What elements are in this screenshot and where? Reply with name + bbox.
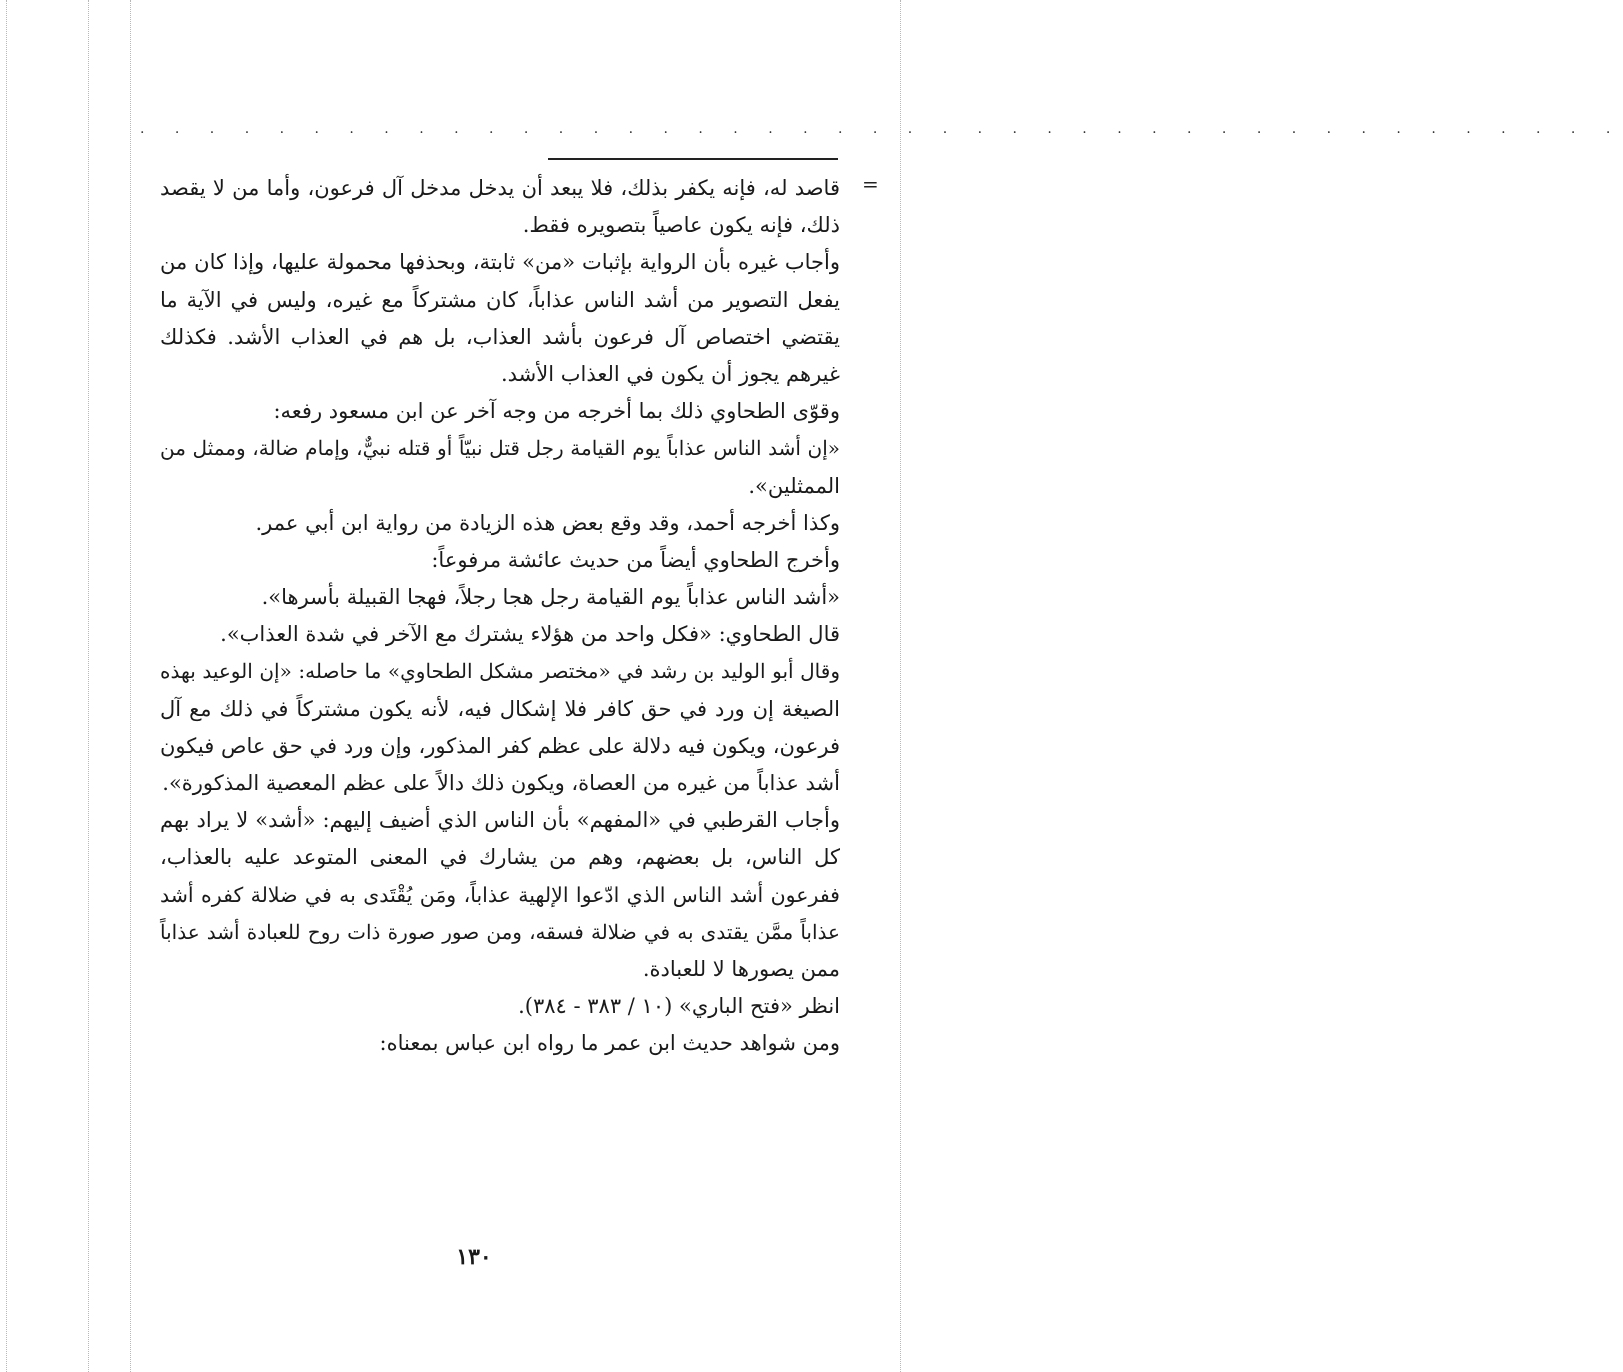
scan-artifact-line xyxy=(88,0,89,1372)
page-number: ١٣٠ xyxy=(456,1244,492,1270)
text-line: «إن أشد الناس عذاباً يوم القيامة رجل قتل نبيّاً أو قتله نبيٌّ، وإمام ضالة، وممثل من xyxy=(160,436,840,461)
text-line: ففرعون أشد الناس الذي ادّعوا الإلهية عذاباً، ومَن يُقْتَدى به في ضلالة كفره أشد xyxy=(160,882,840,907)
text-line: غيرهم يجوز أن يكون في العذاب الأشد. xyxy=(500,361,840,386)
continuation-mark: = xyxy=(862,172,879,196)
text-line: وأجاب القرطبي في «المفهم» بأن الناس الذي أضيف إليهم: «أشد» لا يراد بهم xyxy=(160,808,840,833)
text-line: يقتضي اختصاص آل فرعون بأشد العذاب، بل هم في العذاب الأشد. فكذلك xyxy=(160,324,840,349)
text-line: الممثلين». xyxy=(748,473,840,498)
scan-artifact-line xyxy=(900,0,901,1372)
text-line: وأخرج الطحاوي أيضاً من حديث عائشة مرفوعاً: xyxy=(431,547,840,572)
text-line: ذلك، فإنه يكون عاصياً بتصويره فقط. xyxy=(522,213,840,238)
text-line: ممن يصورها لا للعبادة. xyxy=(642,956,840,981)
text-line: قاصد له، فإنه يكفر بذلك، فلا يبعد أن يدخل مدخل آل فرعون، وأما من لا يقصد xyxy=(160,176,840,200)
footnote-divider xyxy=(548,158,838,160)
scan-artifact-line xyxy=(130,0,131,1372)
scan-artifact-line xyxy=(6,0,7,1372)
text-line: ومن شواهد حديث ابن عمر ما رواه ابن عباس بمعناه: xyxy=(379,1031,840,1056)
text-line: الصيغة إن ورد في حق كافر فلا إشكال فيه، لأنه يكون مشتركاً في ذلك مع آل xyxy=(160,696,840,721)
text-line: فرعون، ويكون فيه دلالة على عظم كفر المذكور، وإن ورد في حق عاص فيكون xyxy=(160,733,840,758)
text-line: وقال أبو الوليد بن رشد في «مختصر مشكل الطحاوي» ما حاصله: «إن الوعيد بهذه xyxy=(160,659,840,684)
text-line: أشد عذاباً من غيره من العصاة، ويكون ذلك دالاً على عظم المعصية المذكورة». xyxy=(162,771,840,795)
text-line: عذاباً ممَّن يقتدى به في ضلالة فسقه، ومن صور صورة ذات روح للعبادة أشد عذاباً xyxy=(160,919,840,944)
footnote-text xyxy=(160,170,840,1063)
dotted-separator: . . . . . . . . . . . . . . . . . . . . . . . . . . . . . . . . . . . . . . . . . . . xyxy=(140,121,1623,137)
text-line: انظر «فتح الباري» (١٠ / ٣٨٣ - ٣٨٤). xyxy=(518,994,840,1019)
text-line: «أشد الناس عذاباً يوم القيامة رجل هجا رجلاً، فهجا القبيلة بأسرها». xyxy=(261,585,840,610)
text-line: وقوّى الطحاوي ذلك بما أخرجه من وجه آخر عن ابن مسعود رفعه: xyxy=(273,399,840,424)
text-line: قال الطحاوي: «فكل واحد من هؤلاء يشترك مع الآخر في شدة العذاب». xyxy=(220,622,840,647)
text-line: يفعل التصوير من أشد الناس عذاباً، كان مشتركاً مع غيره، وليس في الآية ما xyxy=(160,287,840,312)
text-line: كل الناس، بل بعضهم، وهم من يشارك في المعنى المتوعد عليه بالعذاب، xyxy=(160,845,840,870)
text-line: وكذا أخرجه أحمد، وقد وقع بعض هذه الزيادة من رواية ابن أبي عمر. xyxy=(255,510,840,535)
text-line: وأجاب غيره بأن الرواية بإثبات «من» ثابتة، وبحذفها محمولة عليها، وإذا كان من xyxy=(160,250,840,275)
